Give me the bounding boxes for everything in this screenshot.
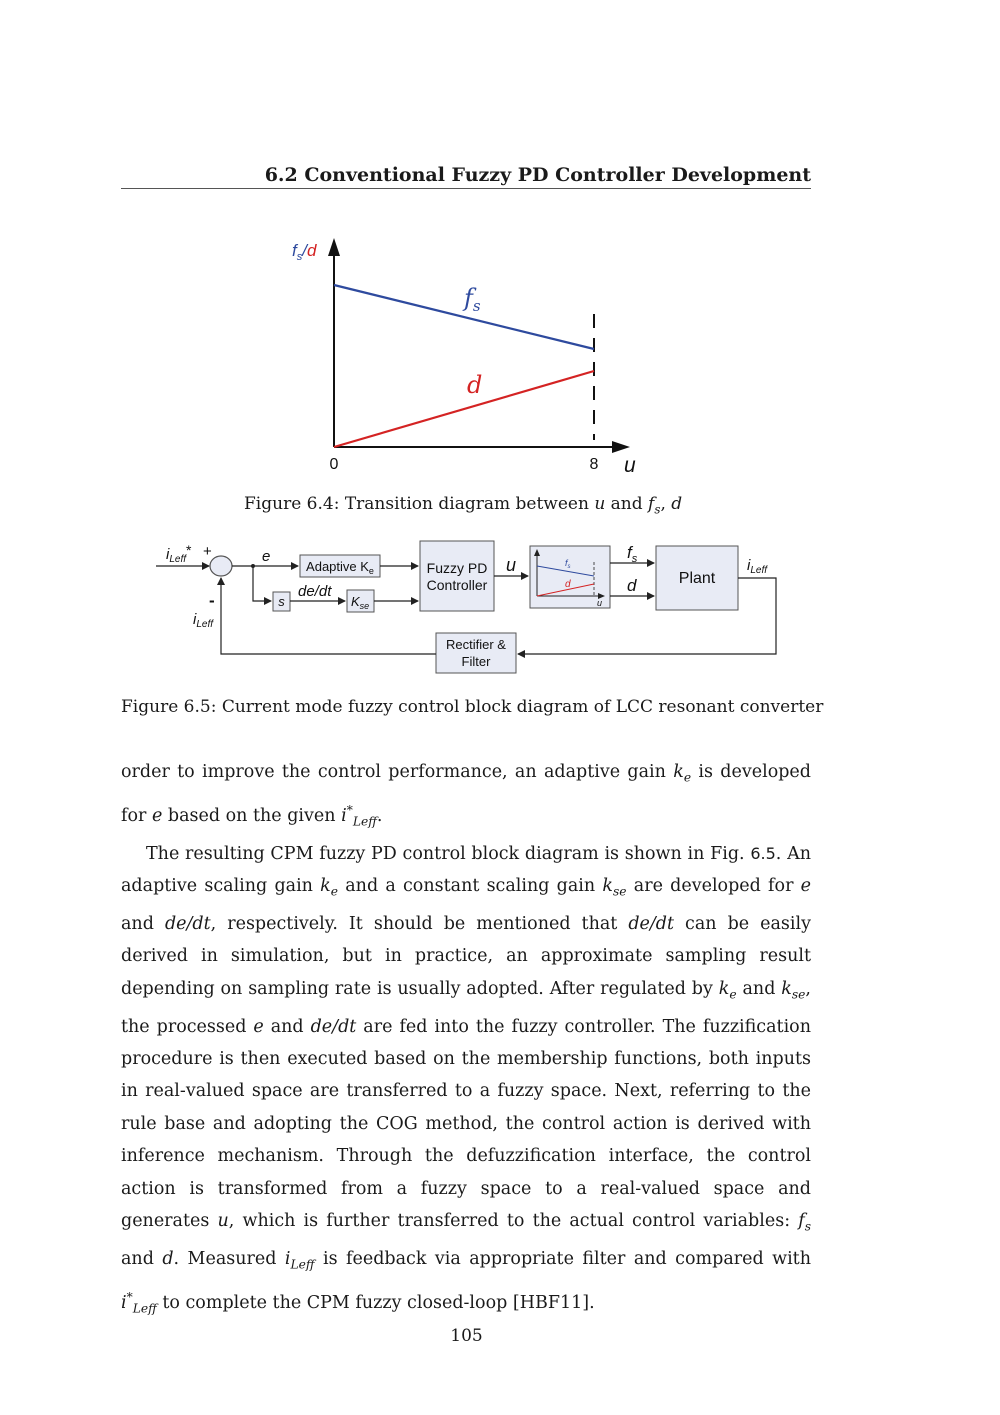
fs-output-label: $f_s$ [627, 543, 638, 565]
kse-block-label: $K_{se}$ [351, 594, 370, 611]
y-axis-arrowhead [328, 238, 340, 256]
block-diagram [150, 536, 790, 678]
fuzzy-block-line2: Controller [426, 577, 488, 593]
end-tick-label: 8 [589, 456, 599, 473]
d-line [334, 371, 594, 447]
paragraph-1: order to improve the control performance, an adaptive gain $k_e$ is developed for e based on the given $i^*_{Leff}$. [121, 762, 811, 829]
error-label: e [262, 548, 271, 565]
d-series-label: d [467, 371, 483, 399]
fuzzy-block-line1: Fuzzy PD [426, 560, 488, 576]
rectifier-line1: Rectifier & [446, 637, 506, 652]
mini-d-label: d [565, 579, 571, 590]
input-iLeff-label: $i_{Leff}*$ [166, 542, 192, 565]
running-header [121, 164, 811, 189]
figure-reference-link[interactable]: 6.5 [750, 843, 776, 863]
citation-link[interactable]: [HBF11] [512, 1292, 590, 1313]
s-block-label: s [278, 594, 285, 609]
page-number: 105 [450, 1326, 483, 1346]
error-to-s-arrow [253, 566, 271, 601]
minus-sign: - [209, 591, 215, 610]
y-axis-label: $f_s/d$ [292, 241, 317, 263]
adaptive-ke-label: Adaptive $K_e$ [306, 559, 374, 576]
rectifier-line2: Filter [461, 654, 491, 669]
section-title: 6.2 Conventional Fuzzy PD Controller Development [264, 164, 811, 186]
mini-u-label: u [597, 598, 603, 608]
plant-label: Plant [678, 570, 716, 587]
summing-junction [210, 556, 232, 576]
dedt-label: de/dt [298, 583, 332, 600]
fs-series-label: $f_s$ [464, 284, 481, 315]
x-axis-label: u [624, 454, 636, 477]
d-output-label: d [627, 576, 637, 595]
body-text [121, 756, 811, 1325]
figure-6-4-caption: Figure 6.4: Transition diagram between u and $f_s$, d [244, 494, 683, 517]
fuzzy-pd-controller-block [420, 541, 494, 611]
transition-diagram [260, 230, 660, 490]
feedback-iLeff-label: $i_{Leff}$ [193, 611, 214, 630]
plus-sign: + [203, 543, 212, 560]
figure-6-5-caption: Figure 6.5: Current mode fuzzy control block diagram of LCC resonant converter [121, 697, 824, 717]
mini-fs-label: $f_s$ [565, 558, 571, 570]
origin-tick-label: 0 [329, 456, 339, 473]
output-iLeff-label: $i_{Leff}$ [747, 557, 768, 576]
x-axis-arrowhead [612, 441, 630, 453]
paragraph-2: The resulting CPM fuzzy PD control block diagram is shown in Fig. 6.5. An adaptive scaling gain $k_e$ and a constant scaling gain $k_{se}$ are developed for e and de/dt, respectively. It should be mentioned that de/dt can be easily derived in simulation, but in practice, an approximate sampling result depending on sampling rate is usually adopted. After regulated by $k_e$ and $k_{se}$, the processed e and de/dt are fed into the fuzzy controller. The fuzzification procedure is then executed based on the membership functions, both inputs in real-valued space are transferred to a fuzzy space. Next, referring to the rule base and adopting the COG method, the control action is derived with inference mechanism. Through the defuzzification interface, the control action is transformed from a fuzzy space to a real-valued space and generates u, which is further transferred to the actual control variables: $f_s$ and d. Measured $i_{Leff}$ is feedback via appropriate filter and compared with $i^*_{Leff}$ to complete the CPM fuzzy closed-loop [HBF11]. [121, 843, 812, 1316]
u-label: u [506, 555, 517, 575]
